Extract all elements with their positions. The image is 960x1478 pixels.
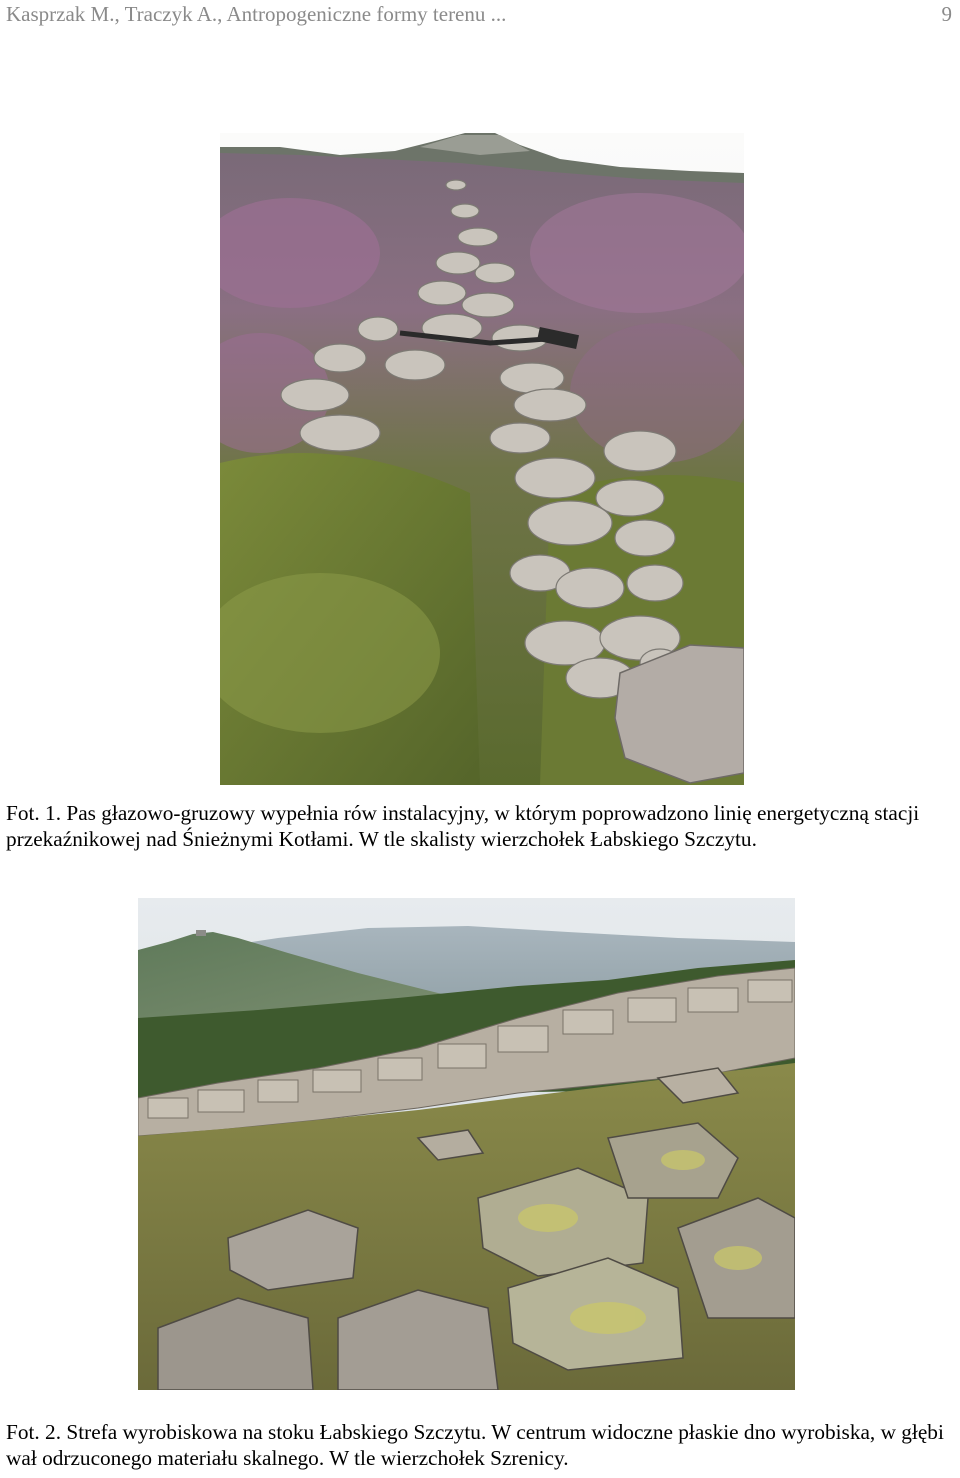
page-number: 9 (941, 2, 952, 26)
photo-quarry-zone (138, 898, 795, 1390)
photo-boulder-strip (220, 133, 744, 785)
running-title: Kasprzak M., Traczyk A., Antropogeniczne formy terenu ... (6, 2, 507, 26)
figure-1-caption: Fot. 1. Pas głazowo-gruzowy wypełnia rów instalacyjny, w którym poprowadzono linię energetyczną stacji przekaźnikowej nad Śnieżnymi Kotłami. W tle skalisty wierzchołek Łabskiego Szczytu. (6, 801, 920, 851)
running-head (6, 2, 952, 30)
figure-2-caption: Fot. 2. Strefa wyrobiskowa na stoku Łabskiego Szczytu. W centrum widoczne płaskie dno wyrobiska, w głębi wał odrzuconego materiału skalnego. W tle wierzchołek Szrenicy. (6, 1420, 944, 1470)
